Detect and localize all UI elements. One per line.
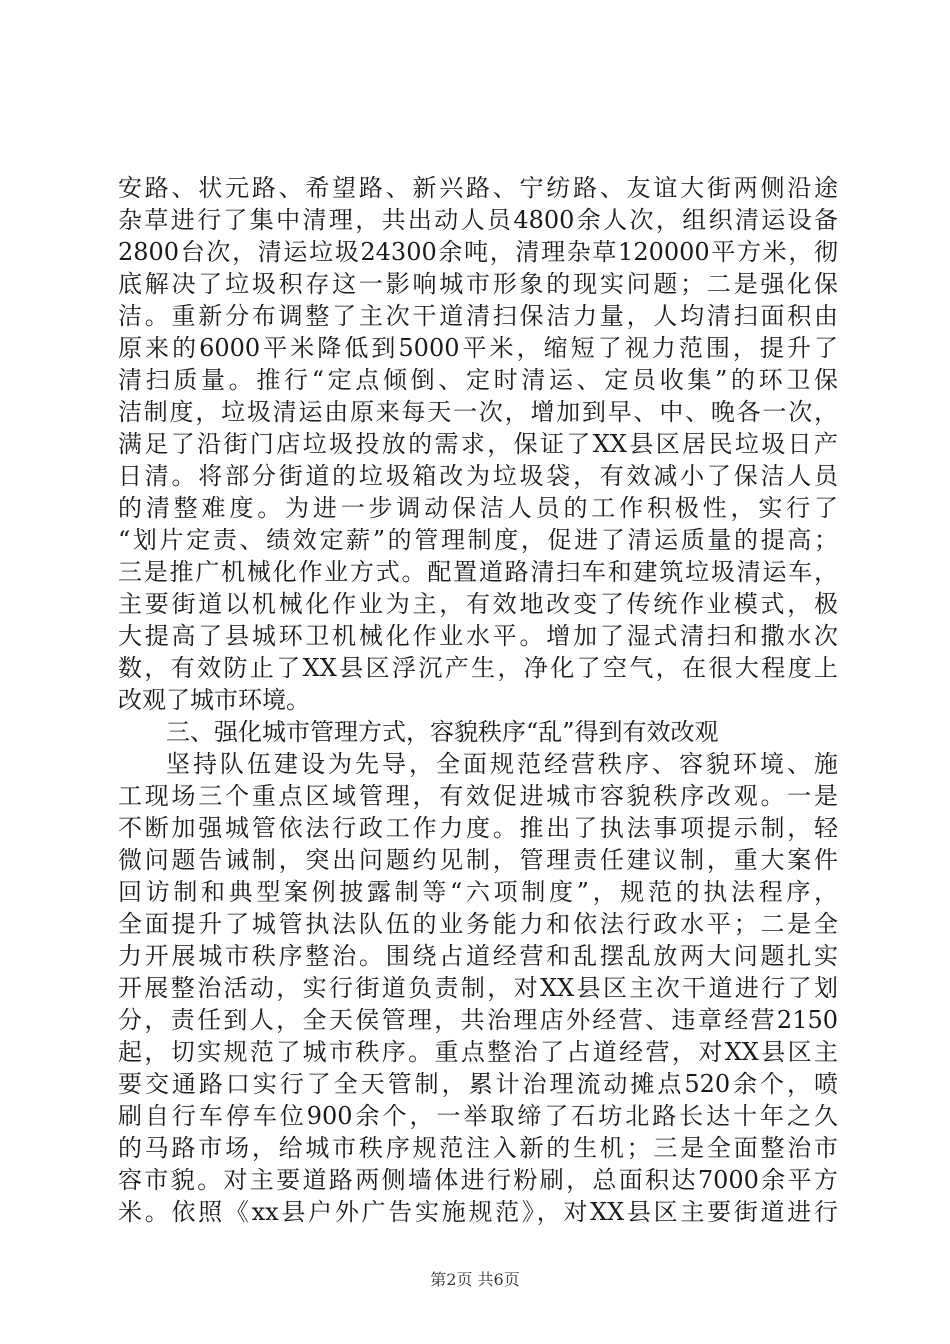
page-footer xyxy=(0,1269,950,1291)
text-line: 分，责任到人，全天侯管理，共治理店外经营、违章经营2150 xyxy=(118,1006,838,1034)
text-line: 开展整治活动，实行街道负责制，对XX县区主次干道进行了划 xyxy=(118,974,838,1002)
text-line: 安路、状元路、希望路、新兴路、宁纺路、友谊大街两侧沿途 xyxy=(118,174,838,202)
text-line: 洁制度，垃圾清运由原来每天一次，增加到早、中、晚各一次， xyxy=(118,398,838,426)
document-body xyxy=(118,172,838,1228)
text-line: 杂草进行了集中清理，共出动人员4800余人次，组织清运设备 xyxy=(118,206,838,234)
text-line: 大提高了县城环卫机械化作业水平。增加了湿式清扫和撒水次 xyxy=(118,622,838,650)
text-line: 洁。重新分布调整了主次干道清扫保洁力量，人均清扫面积由 xyxy=(118,302,838,330)
text-line: 底解决了垃圾积存这一影响城市形象的现实问题；二是强化保 xyxy=(118,270,838,298)
text-line: 清扫质量。推行“定点倾倒、定时清运、定员收集”的环卫保 xyxy=(118,366,838,394)
section-heading: 三、强化城市管理方式，容貌秩序“乱”得到有效改观 xyxy=(166,718,719,746)
text-line: 容市貌。对主要道路两侧墙体进行粉刷，总面积达7000余平方 xyxy=(118,1166,838,1194)
text-line: 改观了城市环境。 xyxy=(118,686,310,714)
text-line: 刷自行车停车位900余个，一举取缔了石坊北路长达十年之久 xyxy=(118,1102,838,1130)
text-line: 的清整难度。为进一步调动保洁人员的工作积极性，实行了 xyxy=(118,494,838,522)
text-line: 数，有效防止了XX县区浮沉产生，净化了空气，在很大程度上 xyxy=(118,654,838,682)
text-line: “划片定责、绩效定薪”的管理制度，促进了清运质量的提高； xyxy=(118,526,838,554)
text-line: 的马路市场，给城市秩序规范注入新的生机；三是全面整治市 xyxy=(118,1134,838,1162)
text-line: 力开展城市秩序整治。围绕占道经营和乱摆乱放两大问题扎实 xyxy=(118,942,838,970)
text-line: 2800台次，清运垃圾24300余吨，清理杂草120000平方米，彻 xyxy=(118,238,838,266)
page-number: 第2页 共6页 xyxy=(430,1270,520,1289)
text-line: 日清。将部分街道的垃圾箱改为垃圾袋，有效减小了保洁人员 xyxy=(118,462,838,490)
text-line: 工现场三个重点区域管理，有效促进城市容貌秩序改观。一是 xyxy=(118,782,838,810)
text-line: 原来的6000平米降低到5000平米，缩短了视力范围，提升了 xyxy=(118,334,838,362)
text-line: 米。依照《xx县户外广告实施规范》，对XX县区主要街道进行 xyxy=(118,1198,838,1226)
text-line: 三是推广机械化作业方式。配置道路清扫车和建筑垃圾清运车， xyxy=(118,558,838,586)
text-line: 满足了沿街门店垃圾投放的需求，保证了XX县区居民垃圾日产 xyxy=(118,430,838,458)
text-line: 全面提升了城管执法队伍的业务能力和依法行政水平；二是全 xyxy=(118,910,838,938)
text-line: 要交通路口实行了全天管制，累计治理流动摊点520余个，喷 xyxy=(118,1070,838,1098)
text-line: 起，切实规范了城市秩序。重点整治了占道经营，对XX县区主 xyxy=(118,1038,838,1066)
text-line: 主要街道以机械化作业为主，有效地改变了传统作业模式，极 xyxy=(118,590,838,618)
text-line: 微问题告诫制，突出问题约见制，管理责任建议制，重大案件 xyxy=(118,846,838,874)
text-line: 坚持队伍建设为先导，全面规范经营秩序、容貌环境、施 xyxy=(166,750,838,778)
text-line: 回访制和典型案例披露制等“六项制度”，规范的执法程序， xyxy=(118,878,838,906)
text-line: 不断加强城管依法行政工作力度。推出了执法事项提示制，轻 xyxy=(118,814,838,842)
